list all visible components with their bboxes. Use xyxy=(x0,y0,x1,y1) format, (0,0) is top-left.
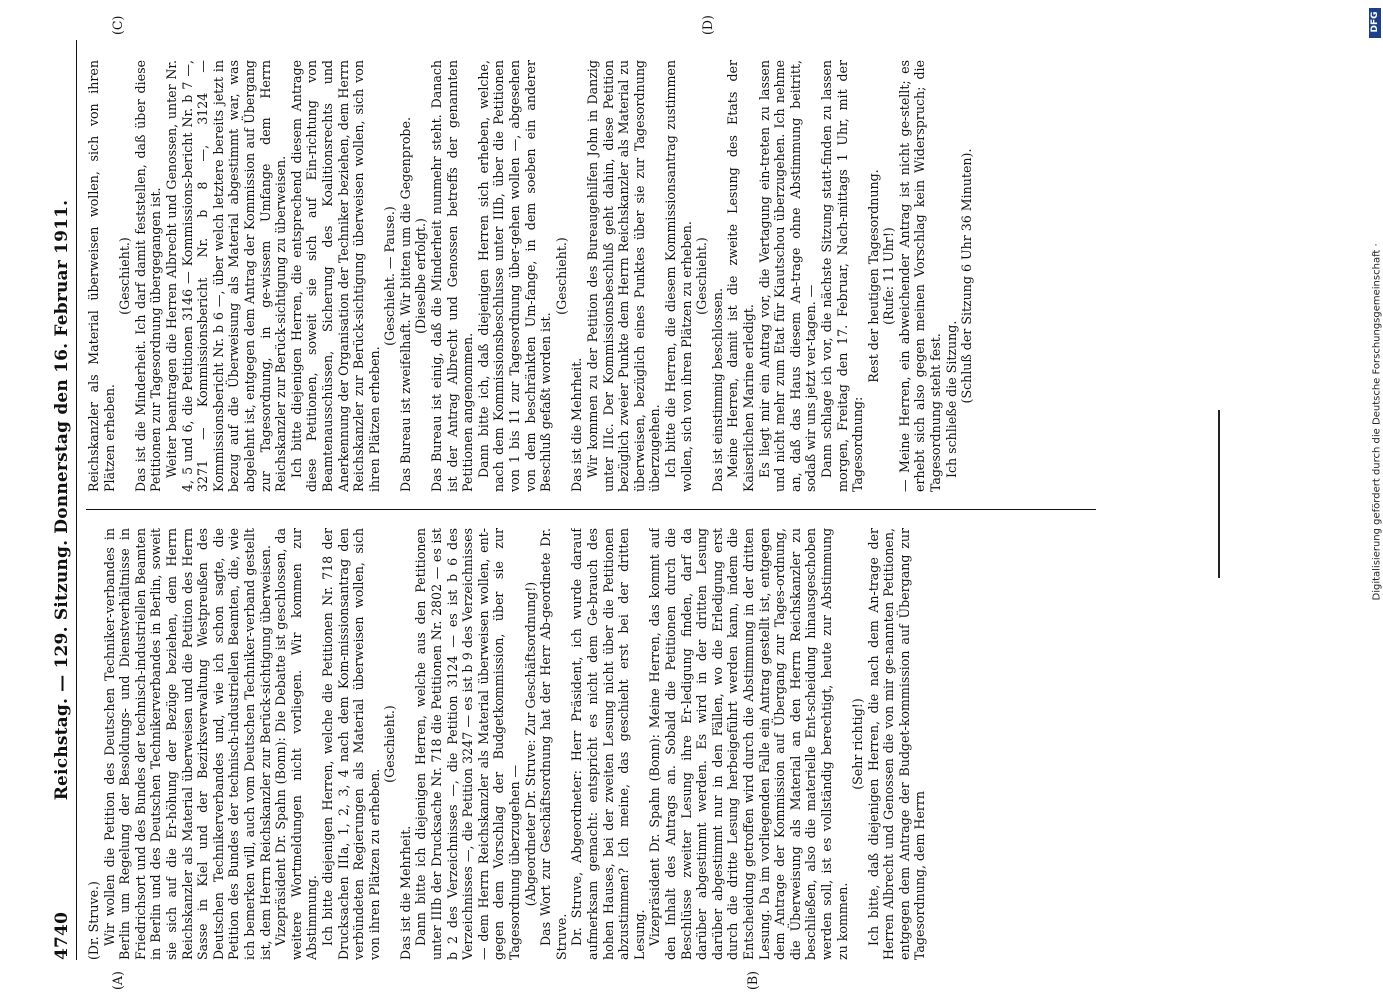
left-column-paragraph: (Dr. Struve.) xyxy=(86,881,101,960)
right-column-paragraph: Es liegt mir ein Antrag vor, die Vertagung ein-treten zu lassen und nicht mehr zum Etat für Kiautschou überzugehen. Ich nehme an, daß das Haus diesem An-trage ohne Abstimmung beitritt, sodaß wir uns jetzt ver-tagen. — xyxy=(756,60,819,492)
right-column-paragraph: Rest der heutigen Tagesordnung. xyxy=(865,169,881,383)
right-column-paragraph: Ich bitte die Herren, die diesem Kommissionsantrag zustimmen wollen, sich von ihren Plätzen zu erheben. xyxy=(662,60,694,492)
left-column-paragraph: Wir wollen die Petition des Deutschen Techniker-verbandes in Berlin um Regelung der Besoldungs- und Dienstverhältnisse in Friedrichsort und des Bundes der technisch-industriellen Beamten in Berlin und des Deutschen Technikerverbandes in Berlin, soweit sie sich auf die Er-höhung der Bezüge beziehen, dem Herrn Reichskanzler als Material überweisen und die Petition des Herrn Sasse in Kiel und der Bezirksverwaltung Westpreußen des Deutschen Technikerverbandes und, wie ich schon sagte, die Petition des Bundes der technisch-industriellen Beamten, die, wie ich bemerken will, auch vom Deutschen Techniker-verband gestellt ist, dem Herrn Reichskanzler zur Berück-sichtigung überweisen. xyxy=(101,528,273,960)
right-column-paragraph: (Geschieht.) xyxy=(694,237,710,315)
left-column xyxy=(86,528,1096,960)
left-column-paragraph: Dr. Struve, Abgeordneter: Herr Präsident, ich wurde darauf aufmerksam gemacht: entspricht es nicht dem Ge-brauch des hohen Hauses, bei der zweiten Lesung nicht über die Petitionen abzustimmen? Ich meine, das geschieht erst bei der dritten Lesung. xyxy=(569,528,647,960)
right-column-paragraph: Dann schlage ich vor, die nächste Sitzung statt-finden zu lassen morgen, Freitag den 17. Februar, Nach-mittags 1 Uhr, mit der Tagesordnung: xyxy=(818,60,866,492)
right-column-paragraph: (Geschieht.) xyxy=(553,237,569,315)
right-column-paragraph: Weiter beantragen die Herren Albrecht und Genossen, unter Nr. 4, 5 und 6, die Petitionen 3146 — Kommissions-bericht Nr. b 7 —, 3271 — Kommissionsbericht Nr. b 8 —, 3124 — Kommissionsbericht Nr. b 6 —, über welch letztere bereits jetzt in bezug auf die Überweisung als Material abgestimmt war, was abgelehnt ist, entgegen dem Antrag der Kommission auf Übergang zur Tagesordnung, in ge-wissem Umfange dem Herrn Reichskanzler zur Berück-sichtigung zu überweisen. xyxy=(163,60,289,492)
header-rule xyxy=(76,40,77,960)
page-title: Reichstag. — 129. Sitzung. Donnerstag den 16. Februar 1911. xyxy=(52,199,72,801)
right-column-paragraph: (Dieselbe erfolgt.) xyxy=(413,218,429,334)
page-number: 4740 xyxy=(52,911,72,960)
right-column-paragraph: Das ist die Mehrheit. xyxy=(569,357,585,492)
left-column-paragraph: (Geschieht.) xyxy=(382,705,398,783)
right-column-paragraph: (Geschieht. — Pause.) xyxy=(382,206,398,346)
left-column-paragraph: Vizepräsident Dr. Spahn (Bonn): Die Debatte ist geschlossen, da weitere Wortmeldungen nicht vorliegen. Wir kommen zur Abstimmung. xyxy=(273,528,320,960)
right-column xyxy=(86,60,1096,492)
page-header xyxy=(50,40,74,960)
column-divider xyxy=(86,509,1096,510)
scan-edge-line xyxy=(1218,410,1220,578)
right-column-paragraph: Meine Herren, damit ist die zweite Lesung des Etats der Kaiserlichen Marine erledigt. xyxy=(725,60,756,492)
rotated-page-content xyxy=(50,15,1370,990)
margin-marker-a: (A) xyxy=(110,971,125,990)
right-column-paragraph: Das ist die Minderheit. Ich darf damit feststellen, daß über diese Petitionen zur Tagesordnung übergegangen ist. xyxy=(132,60,164,492)
margin-marker-b: (B) xyxy=(745,970,760,990)
left-column-paragraph: Ich bitte diejenigen Herren, welche die Petitionen Nr. 718 der Drucksachen IIIa, 1, 2, 3, 4 nach dem Kom-missionsantrag den verbündeten Regierungen als Material überweisen wollen, sich von ihren Plätzen zu erheben. xyxy=(319,528,382,960)
right-column-paragraph: — Meine Herren, ein abweichender Antrag ist nicht ge-stellt; es erhebt sich also gegen meinen Vorschlag kein Widerspruch; die Tagesordnung steht fest. xyxy=(896,60,944,492)
right-column-paragraph: Das ist einstimmig beschlossen. xyxy=(709,288,725,492)
margin-marker-c: (C) xyxy=(110,15,125,35)
dfg-logo: DFG xyxy=(1369,8,1381,38)
right-column-paragraph: Das Bureau ist einig, daß die Minderheit nunmehr steht. Danach ist der Antrag Albrecht und Genossen betreffs der genannten Petitionen angenommen. xyxy=(429,60,476,492)
right-column-paragraph: Ich bitte diejenigen Herren, die entsprechend diesem Antrage diese Petitionen, soweit sie sich auf Ein-richtung von Beamtenausschüssen, Sicherung des Koalitionsrechts und Anerkennung der Organisation der Techniker beziehen, dem Herrn Reichskanzler zur Berück-sichtigung überweisen wollen, sich von ihren Plätzen erheben. xyxy=(288,60,382,492)
right-column-paragraph: Ich schließe die Sitzung. xyxy=(943,320,959,478)
left-column-paragraph: (Abgeordneter Dr. Struve: Zur Geschäftsordnung!) xyxy=(522,581,538,907)
margin-marker-d: (D) xyxy=(700,15,715,35)
left-column-paragraph: Ich bitte, daß diejenigen Herren, die nach dem An-trage der Herren Albrecht und Genossen die von mir ge-nannten Petitionen, entgegen dem Antrage der Budget-kommission auf Übergang zur Tagesordnung, dem Herrn xyxy=(865,528,928,960)
right-column-paragraph: (Geschieht.) xyxy=(117,237,133,315)
left-column-paragraph: Das Wort zur Geschäftsordnung hat der Herr Ab-geordnete Dr. Struve. xyxy=(538,528,569,960)
right-column-paragraph: (Rufe: 11 Uhr!) xyxy=(881,227,897,325)
right-column-paragraph: Reichskanzler als Material überweisen wollen, sich von ihren Plätzen erheben. xyxy=(86,60,117,492)
right-column-paragraph: Dann bitte ich, daß diejenigen Herren sich erheben, welche, nach dem Kommissionsbeschlusse unter IIIb, über die Petitionen von 1 bis 11 zur Tagesordnung über-gehen wollen —, abgesehen von dem beschränkten Um-fange, in dem soeben ein anderer Beschluß gefaßt worden ist. xyxy=(475,60,554,492)
left-column-paragraph: (Sehr richtig!) xyxy=(850,698,866,790)
right-column-paragraph: Das Bureau ist zweifelhaft. Wir bitten um die Gegenprobe. xyxy=(397,117,413,492)
right-column-paragraph: Wir kommen zu der Petition des Bureaugehilfen John in Danzig unter IIIc. Der Kommissionsbeschluß geht dahin, diese Petition bezüglich zweier Punkte dem Herrn Reichskanzler als Material zu überweisen, bezüglich eines Punktes über sie zur Tagesordnung überzugehen. xyxy=(585,60,663,492)
left-column-paragraph: Dann bitte ich diejenigen Herren, welche aus den Petitionen unter IIIb der Drucksache Nr. 718 die Petitionen Nr. 2802 — es ist b 2 des Verzeichnisses —, die Petition 3124 — es ist b 6 des Verzeichnisses —, die Petition 3247 — es ist b 9 des Verzeichnisses — dem Herrn Reichskanzler als Material überweisen wollen, ent-gegen dem Vorschlag der Budgetkommission, über sie zur Tagesordnung überzugehen — xyxy=(413,528,523,960)
right-column-paragraph: (Schluß der Sitzung 6 Uhr 36 Minuten). xyxy=(959,148,975,404)
digitization-credit: Digitalisierung gefördert durch die Deutsche Forschungsgemeinschaft · xyxy=(1371,243,1383,601)
left-column-paragraph: Vizepräsident Dr. Spahn (Bonn): Meine Herren, das kommt auf den Inhalt des Antrags an. Sobald die Petitionen durch die Beschlüsse zweiter Lesung ihre Er-ledigung finden, darf da darüber abgestimmt werden. Es wird in der dritten Lesung darüber abgestimmt nur in den Fällen, wo die Erledigung erst durch die dritte Lesung herbeigeführt werden kann, indem die Entscheidung getroffen wird durch die Abstimmung in der dritten Lesung. Da im vorliegenden Falle ein Antrag gestellt ist, entgegen dem Antrage der Kommission auf Übergang zur Tages-ordnung, die Überweisung als Material an den Herrn Reichskanzler zu beschließen, also die materielle Ent-scheidung hinausgeschoben werden soll, ist es vollständig berechtigt, heute zur Abstimmung zu kommen. xyxy=(647,528,850,960)
left-column-paragraph: Das ist die Mehrheit. xyxy=(397,825,413,960)
